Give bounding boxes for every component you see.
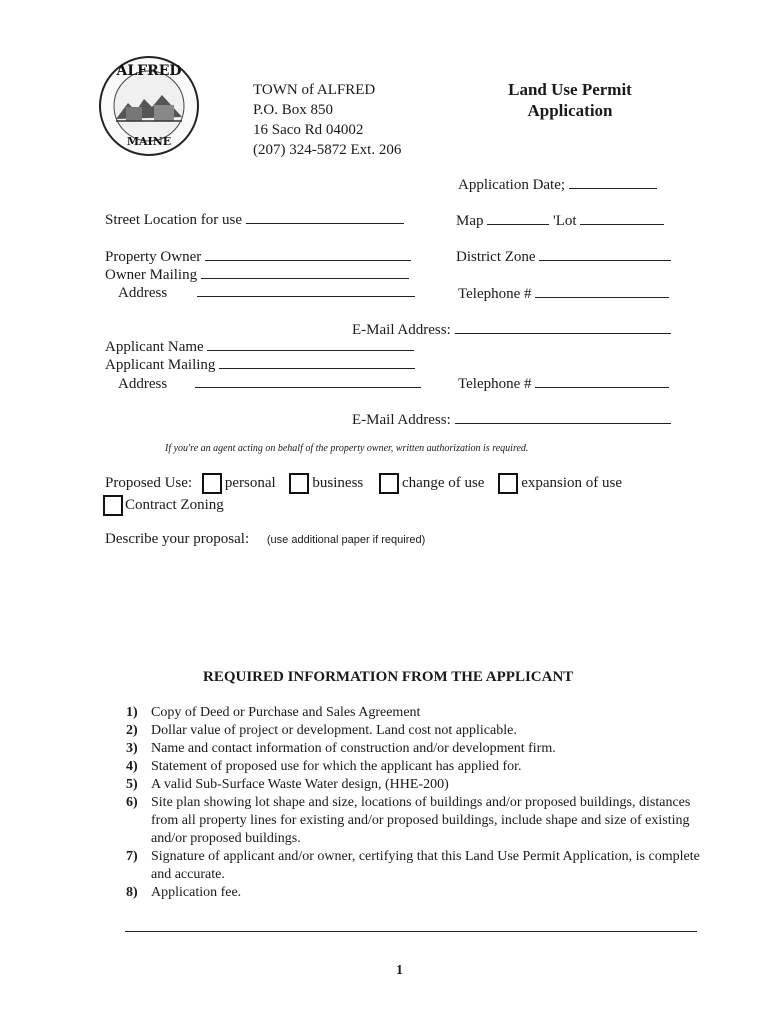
town-phone: (207) 324-5872 Ext. 206: [253, 142, 402, 158]
applicant-email-field[interactable]: [352, 410, 671, 429]
list-item: 3) Name and contact information of construction and/or development firm.: [126, 741, 556, 756]
property-owner-field[interactable]: [105, 247, 411, 266]
applicant-address-field[interactable]: [118, 374, 421, 393]
applicant-mailing-field[interactable]: [105, 355, 415, 374]
applicant-address-line[interactable]: [195, 374, 421, 388]
owner-telephone-line[interactable]: [535, 284, 669, 298]
owner-mailing-label: Owner Mailing: [105, 267, 198, 283]
town-name: TOWN of ALFRED: [253, 82, 376, 98]
list-item: 6) Site plan showing lot shape and size, locations of buildings and/or proposed buildings, distances from all property lines for existing and/or proposed buildings, include shape and size of existing and/or proposed buildings.: [126, 795, 691, 846]
applicant-name-field[interactable]: [105, 337, 414, 356]
lot-label: 'Lot: [553, 213, 577, 229]
map-line[interactable]: [487, 211, 549, 225]
list-item: 5) A valid Sub-Surface Waste Water design, (HHE-200): [126, 777, 449, 792]
applicant-email-line[interactable]: [455, 410, 671, 424]
applicant-email-label: E-Mail Address:: [352, 412, 451, 428]
bottom-divider: [125, 931, 697, 932]
proposed-use-label: Proposed Use:: [105, 474, 193, 491]
list-item: 4) Statement of proposed use for which the applicant has applied for.: [126, 759, 522, 774]
applicant-mailing-line[interactable]: [219, 355, 415, 369]
owner-email-line[interactable]: [455, 320, 671, 334]
personal-checkbox[interactable]: [202, 473, 222, 494]
list-item: 2) Dollar value of project or development. Land cost not applicable.: [126, 723, 517, 738]
town-street: 16 Saco Rd 04002: [253, 122, 364, 138]
property-owner-line[interactable]: [205, 247, 411, 261]
business-option-label: business: [312, 474, 364, 491]
applicant-address-label: Address: [118, 376, 168, 392]
applicant-name-line[interactable]: [207, 337, 414, 351]
owner-address-field[interactable]: [118, 283, 415, 302]
applicant-telephone-label: Telephone #: [458, 376, 532, 392]
describe-proposal-hint: (use additional paper if required): [266, 534, 426, 546]
street-location-field[interactable]: [105, 210, 404, 229]
map-lot-field[interactable]: [456, 211, 664, 230]
applicant-mailing-label: Applicant Mailing: [105, 357, 216, 373]
town-po-box: P.O. Box 850: [253, 102, 334, 118]
district-zone-line[interactable]: [539, 247, 671, 261]
district-zone-label: District Zone: [456, 249, 536, 265]
town-address-block: [253, 80, 401, 160]
owner-mailing-field[interactable]: [105, 265, 409, 284]
list-item: 1) Copy of Deed or Purchase and Sales Agreement: [126, 705, 421, 720]
lot-line[interactable]: [580, 211, 664, 225]
required-info-heading: REQUIRED INFORMATION FROM THE APPLICANT: [203, 669, 574, 685]
owner-telephone-label: Telephone #: [458, 286, 532, 302]
list-item: 7) Signature of applicant and/or owner, certifying that this Land Use Permit Application, is complete and accurate.: [126, 849, 700, 882]
expansion-of-use-checkbox[interactable]: [498, 473, 518, 494]
form-title-line2: Application: [527, 101, 613, 120]
street-location-label: Street Location for use: [105, 212, 243, 228]
applicant-telephone-field[interactable]: [458, 374, 669, 393]
application-date-field[interactable]: [458, 175, 657, 194]
svg-text:MAINE: MAINE: [126, 135, 172, 148]
contract-zoning-checkbox[interactable]: [103, 495, 123, 516]
property-owner-label: Property Owner: [105, 249, 202, 265]
form-title: [505, 79, 635, 121]
form-title-line1: Land Use Permit: [508, 80, 632, 99]
expansion-of-use-option-label: expansion of use: [521, 474, 623, 491]
personal-option-label: personal: [224, 474, 276, 491]
application-date-line[interactable]: [569, 175, 657, 189]
contract-zoning-option-label: Contract Zoning: [125, 496, 224, 513]
applicant-name-label: Applicant Name: [105, 339, 204, 355]
change-of-use-checkbox[interactable]: [379, 473, 399, 494]
contract-zoning-row: [103, 495, 224, 516]
business-checkbox[interactable]: [289, 473, 309, 494]
change-of-use-option-label: change of use: [402, 474, 485, 491]
page-number: 1: [396, 963, 403, 978]
owner-telephone-field[interactable]: [458, 284, 669, 303]
proposed-use-row: [105, 473, 622, 494]
owner-address-label: Address: [118, 285, 168, 301]
applicant-telephone-line[interactable]: [535, 374, 669, 388]
describe-proposal-field[interactable]: [105, 531, 425, 548]
owner-address-line[interactable]: [197, 283, 415, 297]
map-label: Map: [456, 213, 484, 229]
district-zone-field[interactable]: [456, 247, 671, 266]
svg-text:ALFRED: ALFRED: [116, 63, 182, 79]
application-date-label: Application Date;: [458, 177, 566, 193]
owner-email-label: E-Mail Address:: [352, 322, 451, 338]
owner-mailing-line[interactable]: [201, 265, 409, 279]
requirements-list: [104, 704, 704, 902]
street-location-line[interactable]: [246, 210, 404, 224]
town-seal-logo: [98, 55, 200, 157]
describe-proposal-label: Describe your proposal:: [105, 531, 250, 547]
agent-authorization-note: If you're an agent acting on behalf of the property owner, written authorization is required.: [165, 443, 529, 454]
list-item: 8) Application fee.: [126, 885, 242, 900]
